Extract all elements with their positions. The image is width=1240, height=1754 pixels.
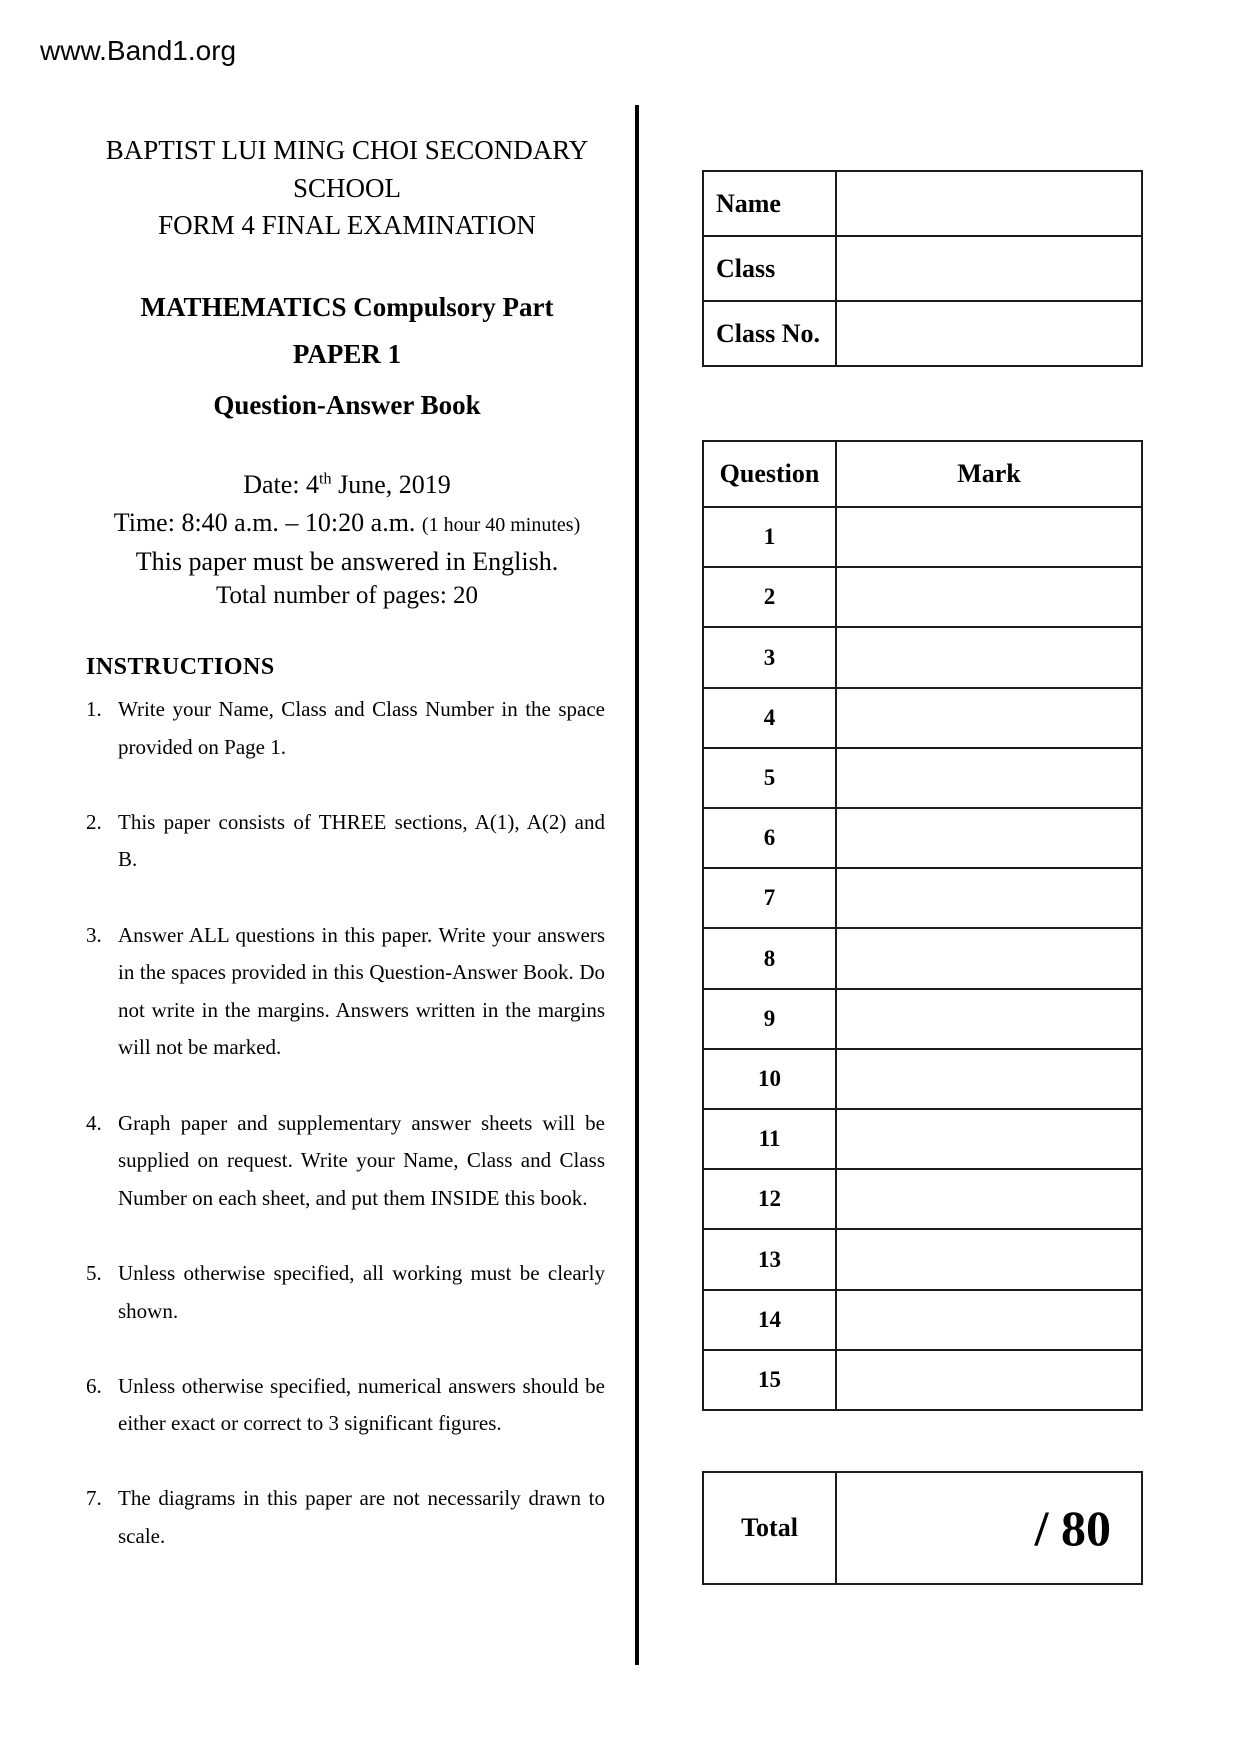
mark-row-11 — [704, 1108, 1141, 1168]
exam-time-main: Time: 8:40 a.m. – 10:20 a.m. — [113, 508, 422, 537]
class-no-input-cell[interactable] — [837, 302, 1141, 365]
mark-cell-12[interactable] — [837, 1170, 1141, 1228]
instruction-text-2: This paper consists of THREE sections, A(1), A(2) and B. — [118, 809, 605, 872]
mark-row-4 — [704, 687, 1141, 747]
exam-time — [86, 504, 608, 544]
total-box — [702, 1471, 1143, 1585]
instruction-item-4 — [86, 1105, 605, 1218]
class-input-cell[interactable] — [837, 237, 1141, 300]
instruction-text-1: Write your Name, Class and Class Number in the space provided on Page 1. — [118, 697, 605, 759]
question-number-6: 6 — [704, 809, 837, 867]
instruction-text-7: The diagrams in this paper are not necessarily drawn to scale. — [118, 1486, 605, 1549]
student-info-row-name — [704, 172, 1141, 235]
mark-cell-10[interactable] — [837, 1050, 1141, 1108]
question-number-8: 8 — [704, 929, 837, 987]
mark-cell-9[interactable] — [837, 990, 1141, 1048]
instruction-number-3: 3. — [86, 922, 102, 947]
mark-row-14 — [704, 1289, 1141, 1349]
instruction-text-6: Unless otherwise specified, numerical answers should be either exact or correct to 3 significant figures. — [118, 1373, 605, 1436]
question-number-13: 13 — [704, 1230, 837, 1288]
name-input-cell[interactable] — [837, 172, 1141, 235]
student-info-table — [702, 170, 1143, 367]
exam-title: FORM 4 FINAL EXAMINATION — [158, 210, 536, 240]
exam-date-ordinal: th — [319, 470, 332, 488]
instruction-text-3: Answer ALL questions in this paper. Write your answers in the spaces provided in this Question-Answer Book. Do not write in the margins. Answers written in the margins will not be marked. — [118, 922, 605, 1060]
instruction-item-7 — [86, 1480, 605, 1555]
book-title: Question-Answer Book — [213, 390, 481, 420]
mark-cell-8[interactable] — [837, 929, 1141, 987]
mark-cell-5[interactable] — [837, 749, 1141, 807]
student-info-row-class — [704, 235, 1141, 300]
mark-cell-6[interactable] — [837, 809, 1141, 867]
language-note: This paper must be answered in English. — [135, 547, 559, 576]
instruction-number-6: 6. — [86, 1373, 102, 1398]
paper-number: PAPER 1 — [292, 339, 402, 369]
question-number-11: 11 — [704, 1110, 837, 1168]
instruction-item-1 — [86, 691, 605, 766]
mark-row-8 — [704, 927, 1141, 987]
instructions-title: INSTRUCTIONS — [86, 654, 275, 680]
class-label: Class — [704, 237, 837, 300]
mark-row-2 — [704, 566, 1141, 626]
exam-date-suffix: June, 2019 — [331, 470, 451, 499]
mark-cell-15[interactable] — [837, 1351, 1141, 1409]
mark-row-6 — [704, 807, 1141, 867]
question-number-1: 1 — [704, 508, 837, 566]
mark-cell-14[interactable] — [837, 1291, 1141, 1349]
instruction-number-4: 4. — [86, 1110, 102, 1135]
question-number-12: 12 — [704, 1170, 837, 1228]
mark-cell-1[interactable] — [837, 508, 1141, 566]
mark-row-15 — [704, 1349, 1141, 1409]
mark-row-7 — [704, 867, 1141, 927]
question-number-7: 7 — [704, 869, 837, 927]
instruction-item-6 — [86, 1368, 605, 1443]
column-divider-line — [635, 105, 639, 1665]
exam-date — [86, 466, 608, 504]
mark-cell-13[interactable] — [837, 1230, 1141, 1288]
mark-cell-7[interactable] — [837, 869, 1141, 927]
total-mark-cell[interactable]: / 80 — [1034, 1500, 1111, 1556]
instruction-text-4: Graph paper and supplementary answer sheets will be supplied on request. Write your Name, Class and Class Number on each sheet, and put them INSIDE this book. — [118, 1110, 605, 1210]
instruction-number-1: 1. — [86, 697, 102, 721]
instructions-list — [86, 691, 605, 1593]
instruction-number-7: 7. — [86, 1486, 102, 1511]
question-number-9: 9 — [704, 990, 837, 1048]
instruction-text-5: Unless otherwise specified, all working must be clearly shown. — [118, 1260, 605, 1323]
mark-row-10 — [704, 1048, 1141, 1108]
mark-cell-4[interactable] — [837, 689, 1141, 747]
school-name-line1: BAPTIST LUI MING CHOI SECONDARY — [105, 135, 589, 165]
question-number-5: 5 — [704, 749, 837, 807]
instruction-item-2 — [86, 804, 605, 879]
class-no-label: Class No. — [704, 302, 837, 365]
subject-title: MATHEMATICS Compulsory Part — [140, 292, 554, 322]
question-number-3: 3 — [704, 628, 837, 686]
instruction-item-3 — [86, 917, 605, 1067]
school-name-line2: SCHOOL — [292, 173, 401, 203]
mark-row-5 — [704, 747, 1141, 807]
mark-row-13 — [704, 1228, 1141, 1288]
instruction-number-2: 2. — [86, 809, 102, 834]
mark-row-12 — [704, 1168, 1141, 1228]
mark-table-header — [704, 442, 1141, 506]
question-number-10: 10 — [704, 1050, 837, 1108]
exam-date-prefix: Date: 4 — [243, 470, 320, 499]
mark-row-1 — [704, 506, 1141, 566]
name-label: Name — [704, 172, 837, 235]
question-number-15: 15 — [704, 1351, 837, 1409]
mark-header: Mark — [957, 459, 1021, 488]
question-number-4: 4 — [704, 689, 837, 747]
pages-note: Total number of pages: 20 — [215, 582, 479, 609]
mark-cell-3[interactable] — [837, 628, 1141, 686]
question-header: Question — [704, 442, 837, 506]
question-number-2: 2 — [704, 568, 837, 626]
exam-duration-note: (1 hour 40 minutes) — [421, 514, 581, 536]
mark-cell-2[interactable] — [837, 568, 1141, 626]
total-row — [704, 1473, 1141, 1583]
student-info-row-classno — [704, 300, 1141, 365]
instruction-item-5 — [86, 1255, 605, 1330]
mark-row-3 — [704, 626, 1141, 686]
question-number-14: 14 — [704, 1291, 837, 1349]
site-watermark: www.Band1.org — [40, 35, 237, 66]
mark-table — [702, 440, 1143, 1411]
mark-row-9 — [704, 988, 1141, 1048]
total-label: Total — [704, 1473, 837, 1583]
mark-cell-11[interactable] — [837, 1110, 1141, 1168]
instruction-number-5: 5. — [86, 1260, 102, 1285]
